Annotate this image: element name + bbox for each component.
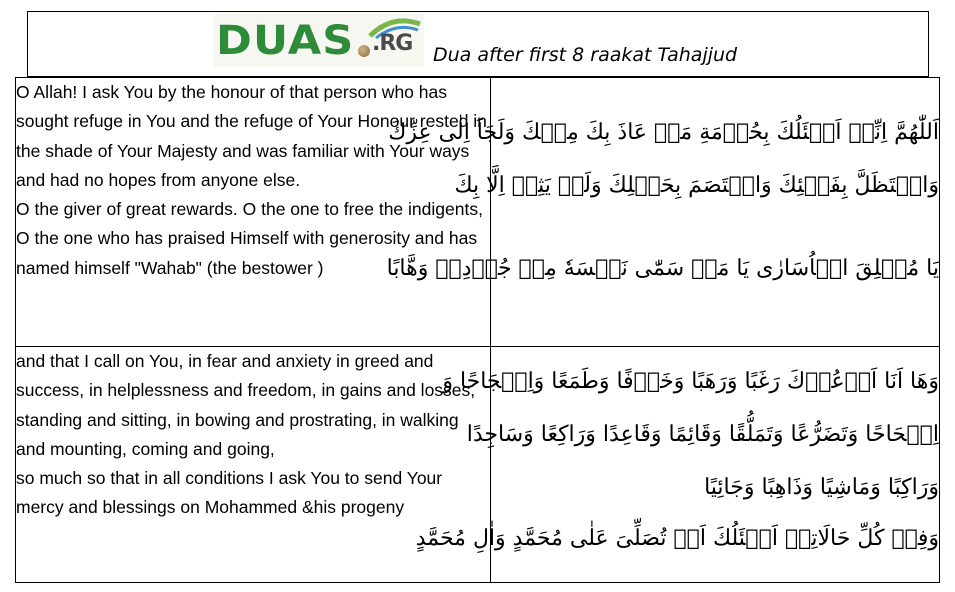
logo-globe-icon — [358, 45, 370, 57]
table-row — [16, 78, 940, 347]
arabic-line: وَاسۡتَظَلَّ بِفَیۡئِكَ وَاعۡتَصَمَ بِحَبۡلِكَ وَلَمۡ یَثِقۡ اِلَّا بِكَ — [454, 173, 939, 198]
table-row — [16, 347, 940, 583]
english-paragraph: and that I call on You, in fear and anxiety in greed and success, in helplessness and freedom, in gains and losses, standing and sitting, in bowing and prostrating, in walking and mounting, coming and going, — [16, 351, 476, 459]
arabic-line: وَفِیۡ كُلِّ حَالَاتِیۡ اَسۡئَلُكَ اَنۡ تُصَلِّیَ عَلٰی مُحَمَّدٍ وَاٰلِ مُحَمَّدٍ — [415, 526, 939, 551]
english-paragraph: so much so that in all conditions I ask You to send Your mercy and blessings on Mohammed &his progeny — [16, 468, 443, 518]
arabic-line: وَهَا اَنَا اَدۡعُوۡكَ رَغَبًا وَرَهَبًا وَخَوۡفًا وَطَمَعًا وَاِنۡجَاحًا وَ — [442, 369, 939, 394]
dua-table — [15, 77, 940, 583]
english-paragraph: O Allah! I ask You by the honour of that person who has sought refuge in You and the refuge of Your Honour rested in the shade of Your Majesty and was familiar with Your ways and had no hopes from anyone else. — [16, 82, 487, 190]
arabic-line: اِلۡحَاحًا وَتَضَرُّعًا وَتَمَلُّقًا وَقَائِمًا وَقَاعِدًا وَرَاكِعًا وَسَاجِدًا — [466, 422, 939, 447]
arabic-text-cell — [386, 78, 940, 347]
arabic-text-cell — [415, 347, 940, 583]
arabic-line: اَللّٰهُمَّ اِنِّیۡ اَسۡئَلُكَ بِحُرۡمَةِ مَنۡ عَاذَ بِكَ مِنۡكَ وَلَجَاَ اِلٰی عِزِّكَ — [388, 120, 939, 145]
logo-wordmark: DUAS — [216, 18, 355, 64]
logo-suffix: .RG — [372, 31, 413, 56]
header-box — [27, 11, 929, 77]
duas-logo[interactable] — [214, 14, 424, 67]
arabic-line: یَا مُطۡلِقَ الۡاُسَارٰی یَا مَنۡ سَمّٰی نَفۡسَهٗ مِنۡ جُوۡدِهٖ وَهَّابًا — [386, 256, 939, 281]
arabic-line: وَرَاكِبًا وَمَاشِیًا وَذَاهِبًا وَجَائِیًا — [704, 475, 939, 500]
page-title: Dua after first 8 raakat Tahajjud — [433, 44, 738, 66]
english-paragraph: O the giver of great rewards. O the one to free the indigents, O the one who has praised Himself with generosity and has named himself "Wahab" (the bestower ) — [16, 199, 483, 278]
